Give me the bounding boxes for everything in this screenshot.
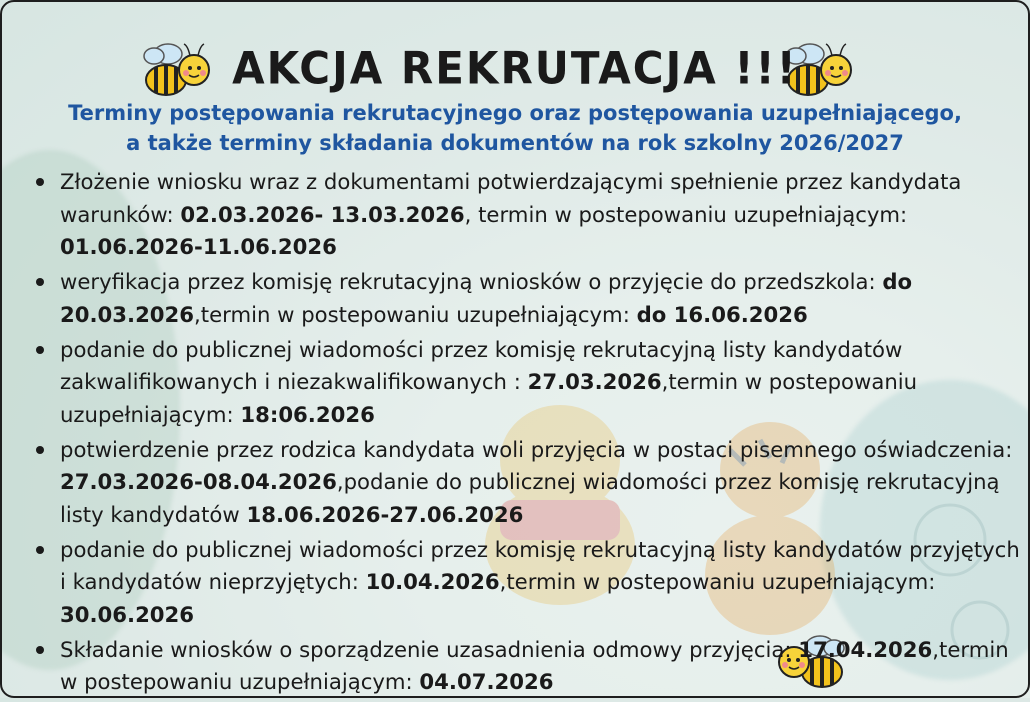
item-text: ,termin w postepowaniu uzupełniającym: <box>60 369 918 427</box>
item-date: do 20.03.2026 <box>60 269 913 327</box>
item-text: ,podanie do publicznej wiadomości przez komisję rekrutacyjną listy kandydatów <box>60 469 1000 527</box>
item-date: 18:06.2026 <box>240 401 375 427</box>
list-item <box>36 534 1026 632</box>
item-date: 27.03.2026 <box>527 369 662 395</box>
list-item <box>36 434 1026 532</box>
item-date: 27.03.2026-08.04.2026 <box>60 469 337 495</box>
list-item <box>36 266 1026 331</box>
schedule-list <box>36 166 1026 702</box>
item-text: ,termin w postepowaniu uzupełniającym: <box>60 636 1009 695</box>
item-text: ,termin w postepowaniu uzupełniającym: <box>499 569 936 595</box>
item-text: ,termin w postepowaniu uzupełniającym: <box>194 301 637 327</box>
list-item <box>36 634 1026 699</box>
item-date: do 16.06.2026 <box>636 301 808 327</box>
item-text: potwierdzenie przez rodzica kandydata woli przyjęcia w postaci pisemnego oświadczenia: <box>60 436 1013 462</box>
item-date: 18.06.2026-27.06.2026 <box>246 501 524 527</box>
item-text: podanie do publicznej wiadomości przez komisję rekrutacyjną listy kandydatów przyjętych i kandydatów nieprzyjętych: <box>60 536 1020 595</box>
subtitle-line-1: Terminy postępowania rekrutacyjnego oraz postępowania uzupełniającego, <box>68 101 962 125</box>
item-date: 17.04.2026 <box>798 636 933 662</box>
page-title: AKCJA REKRUTACJA !!! <box>232 42 798 95</box>
item-date: 30.06.2026 <box>60 601 195 627</box>
item-text: Składanie wniosków o sporządzenie uzasadnienia odmowy przyjęcia: <box>60 636 799 662</box>
item-text: Złożenie wniosku wraz z dokumentami potwierdzającymi spełnienie przez kandydata warunków: <box>60 169 962 227</box>
item-date: 02.03.2026- 13.03.2026 <box>180 201 465 227</box>
item-date: 04.07.2026 <box>419 669 554 695</box>
item-text: weryfikacja przez komisję rekrutacyjną wniosków o przyjęcie do przedszkola: <box>60 269 883 295</box>
list-item <box>36 166 1026 264</box>
subtitle <box>0 98 1030 158</box>
item-date: 01.06.2026-11.06.2026 <box>60 234 337 259</box>
item-text: , termin w postepowaniu uzupełniającym: <box>464 201 908 227</box>
list-item <box>36 334 1026 432</box>
subtitle-line-2: a także terminy składania dokumentów na rok szkolny 2026/2027 <box>126 131 904 155</box>
item-date: 10.04.2026 <box>365 569 500 595</box>
item-text: podanie do publicznej wiadomości przez komisję rekrutacyjną listy kandydatów zakwalifikowanych i niezakwalifikowanych : <box>60 336 903 395</box>
